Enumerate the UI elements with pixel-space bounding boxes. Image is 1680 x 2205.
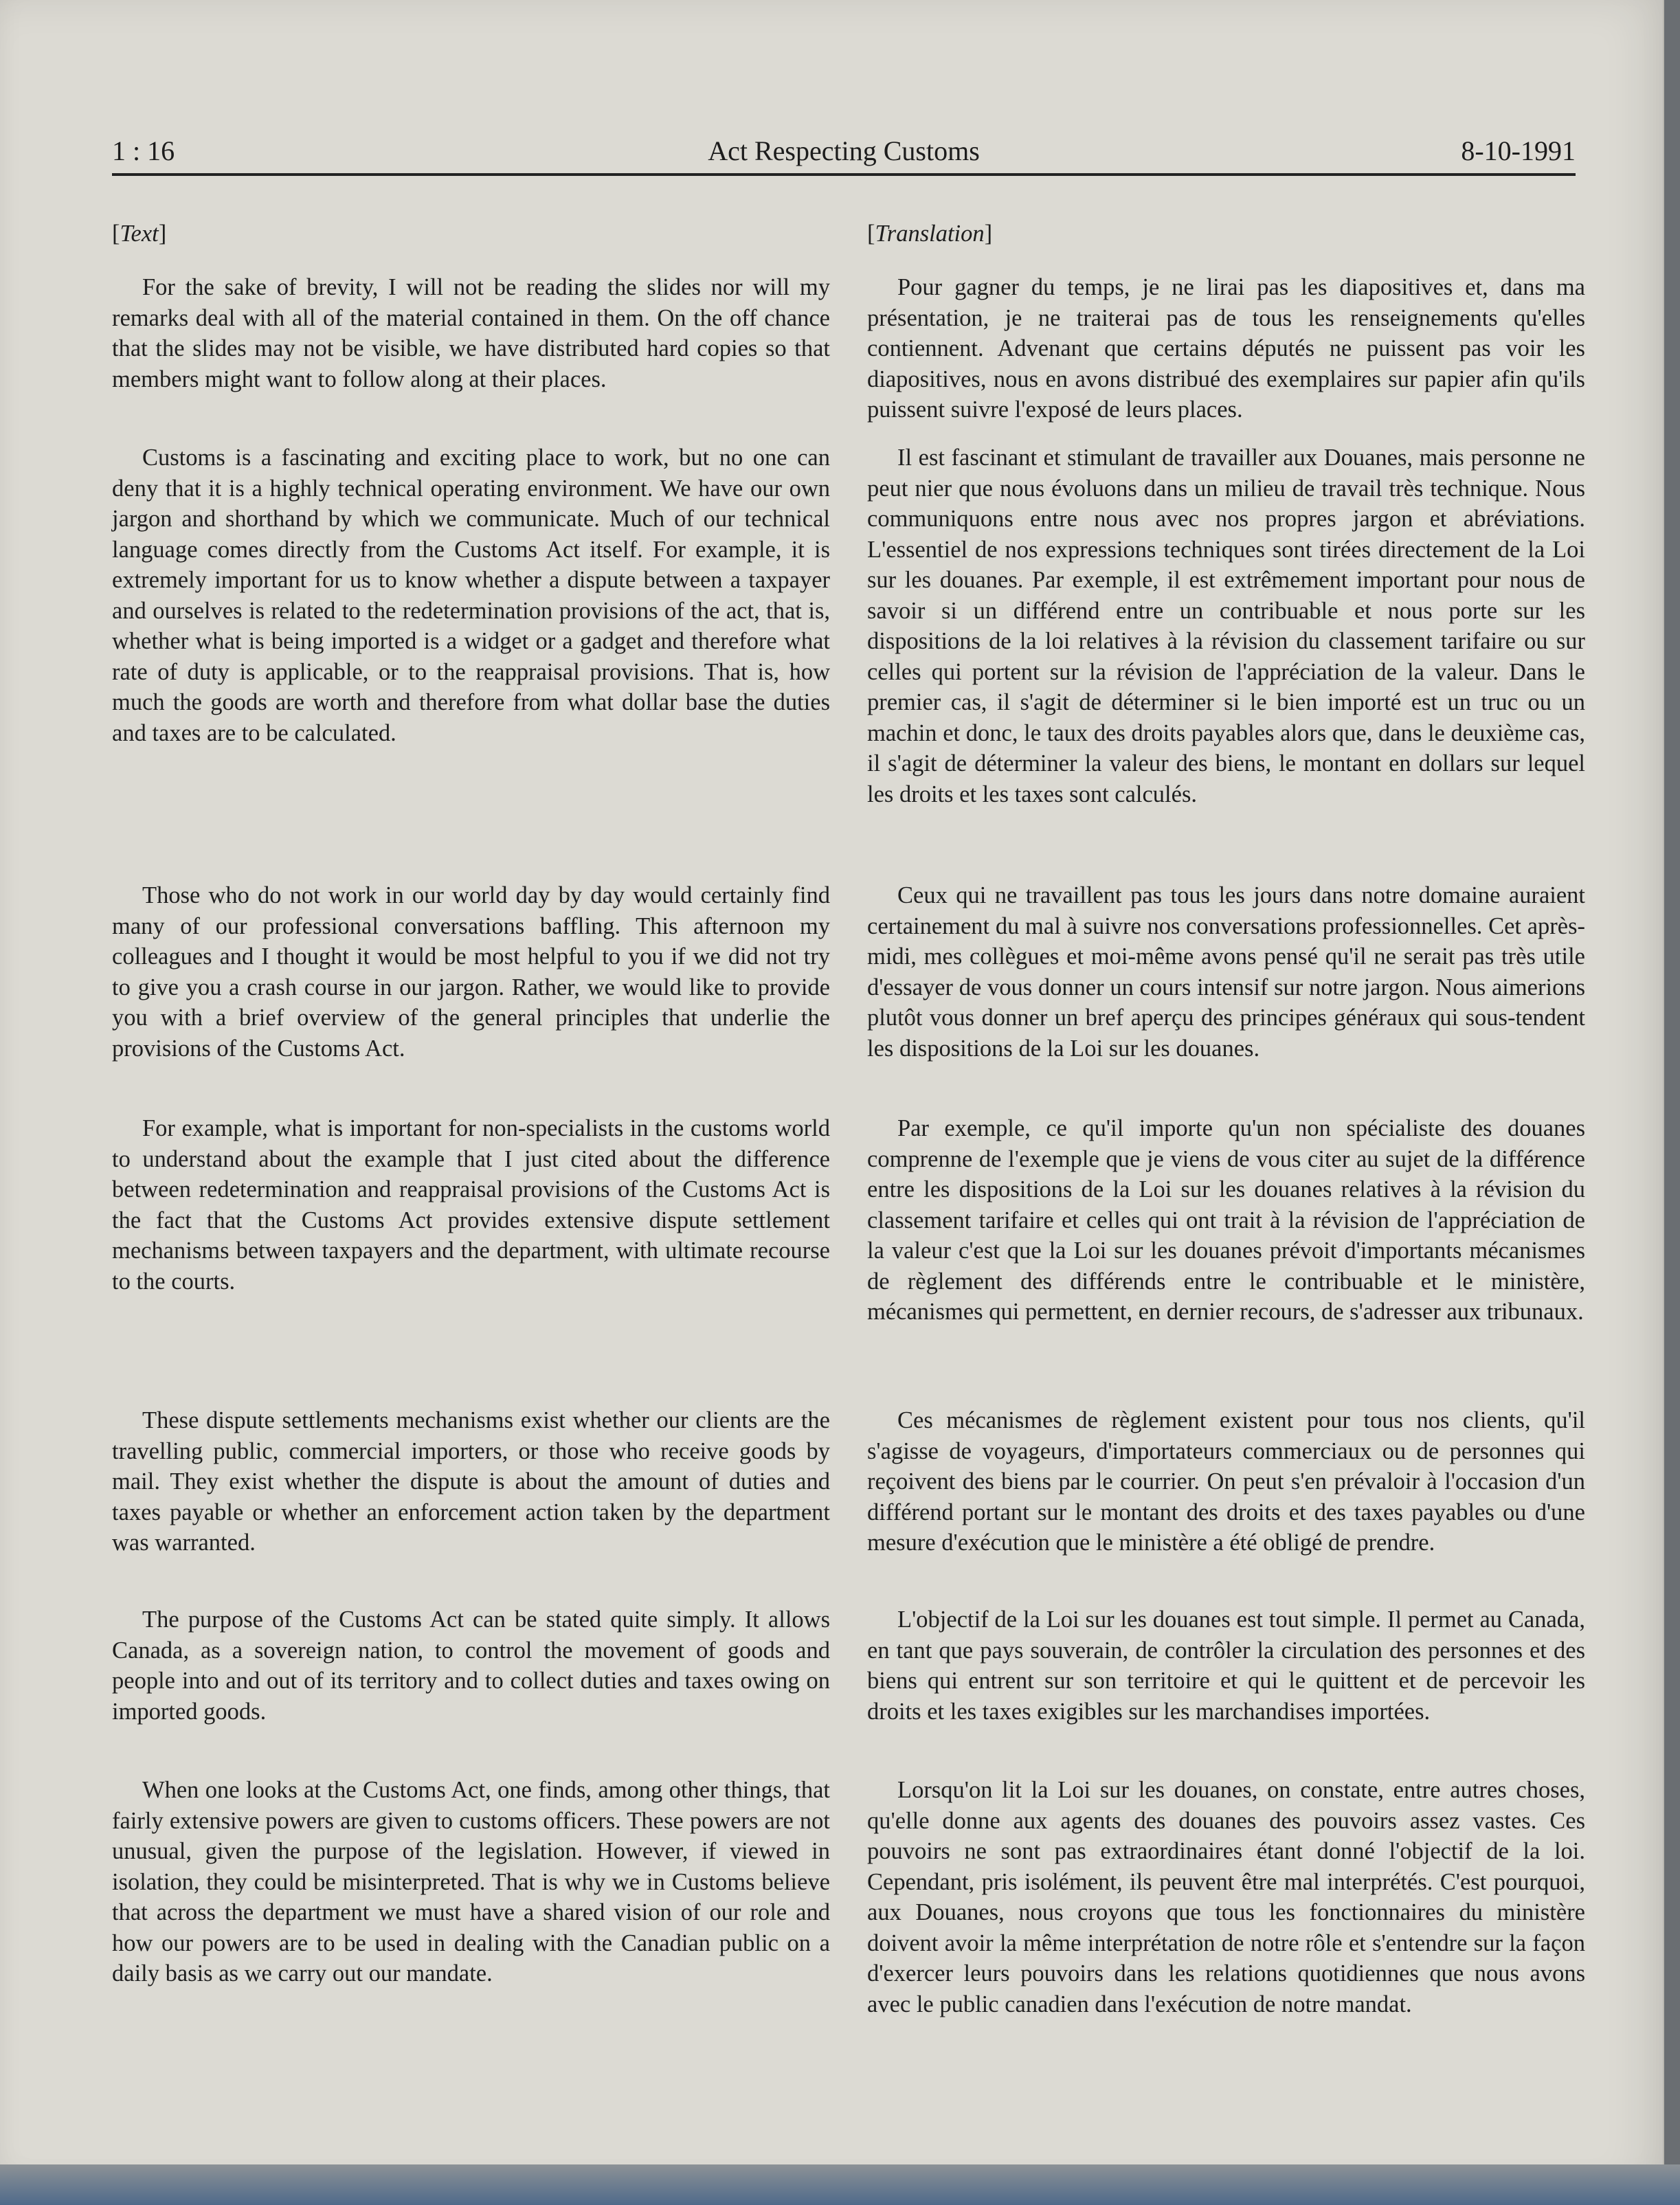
english-column — [112, 219, 830, 1986]
paragraph: L'objectif de la Loi sur les douanes est tout simple. Il permet au Canada, en tant que pays souverain, de contrôler la circulation des personnes et des biens qui entrent sur son territoire et qui le quittent et de percevoir les droits et les taxes exigibles sur les marchandises importées. — [867, 1607, 1585, 1725]
paragraph: For example, what is important for non-specialists in the customs world to understand about the example that I just cited about the difference between redetermination and reappraisal provisions of the Customs Act is the fact that the Customs Act provides extensive dispute settlement mechanisms between taxpayers and the department, with ultimate recourse to the courts. — [112, 1115, 830, 1295]
paragraph: The purpose of the Customs Act can be stated quite simply. It allows Canada, as a sovereign nation, to control the movement of goods and people into and out of its territory and to collect duties and taxes owing on imported goods. — [112, 1607, 830, 1725]
column-label-translation: [Translation] — [867, 221, 993, 247]
paragraph: These dispute settlements mechanisms exist whether our clients are the travelling public, commercial importers, or those who receive goods by mail. They exist whether the dispute is about the amount of duties and taxes payable or whether an enforcement action taken by the department was warranted. — [112, 1407, 830, 1556]
page-number: 1 : 16 — [112, 135, 175, 166]
header-title: Act Respecting Customs — [708, 135, 980, 166]
paragraph: Par exemple, ce qu'il importe qu'un non spécialiste des douanes comprenne de l'exemple que je viens de vous citer au sujet de la différence entre les dispositions de la Loi sur les douanes relatives à la révision du classement tarifaire et celles qui ont trait à la révision de l'appréciation de la valeur c'est que la Loi sur les douanes prévoit d'importants mécanismes de règlement des différends entre le contribuable et le ministère, mécanismes qui permettent, en dernier recours, de s'adresser aux tribunaux. — [867, 1115, 1585, 1325]
header-date: 8-10-1991 — [1461, 135, 1576, 166]
paragraph: Pour gagner du temps, je ne lirai pas les diapositives et, dans ma présentation, je ne traiterai pas de tous les renseignements qu'elles contiennent. Advenant que certains députés ne puissent pas voir les diapositives, nous en avons distribué des exemplaires sur papier afin qu'ils puissent suivre l'exposé de leurs places. — [867, 274, 1585, 423]
scanner-edge — [0, 2164, 1680, 2205]
french-column — [867, 219, 1585, 2017]
paragraph: Lorsqu'on lit la Loi sur les douanes, on constate, entre autres choses, qu'elle donne aux agents des douanes des pouvoirs assez vastes. Ces pouvoirs ne sont pas extraordinaires étant donné l'objectif de la loi. Cependant, pris isolément, ils peuvent être mal interprétés. C'est pourquoi, aux Douanes, nous croyons que tous les fonctionnaires du ministère doivent avoir la même interprétation de notre rôle et s'entendre sur la façon d'exercer leurs pouvoirs dans les relations quotidiennes que nous avons avec le public canadien dans l'exécution de notre mandat. — [867, 1777, 1585, 2017]
column-label-text: [Text] — [112, 221, 167, 247]
paragraph: Ces mécanismes de règlement existent pour tous nos clients, qu'il s'agisse de voyageurs, d'importateurs commerciaux ou de personnes qui reçoivent des biens par le courrier. On peut s'en prévaloir à l'occasion d'un différend portant sur le montant des droits et des taxes payables ou d'une mesure d'exécution que le ministère a été obligé de prendre. — [867, 1407, 1585, 1556]
paragraph: For the sake of brevity, I will not be reading the slides nor will my remarks deal with all of the material contained in them. On the off chance that the slides may not be visible, we have distributed hard copies so that members might want to follow along at their places. — [112, 274, 830, 392]
paragraph: Those who do not work in our world day by day would certainly find many of our professional conversations baffling. This afternoon my colleagues and I thought it would be most helpful to you if we did not try to give you a crash course in our jargon. Rather, we would like to provide you with a brief overview of the general principles that underlie the provisions of the Customs Act. — [112, 882, 830, 1062]
paragraph: Ceux qui ne travaillent pas tous les jours dans notre domaine auraient certainement du mal à suivre nos conversations professionnelles. Cet après-midi, mes collègues et moi-même avons pensé qu'il ne serait pas très utile d'essayer de vous donner un cours intensif sur notre jargon. Nous aimerions plutôt vous donner un bref aperçu des principes généraux qui sous-tendent les dispositions de la Loi sur les douanes. — [867, 882, 1585, 1062]
paragraph: Customs is a fascinating and exciting place to work, but no one can deny that it is a highly technical operating environment. We have our own jargon and shorthand by which we communicate. Much of our technical language comes directly from the Customs Act itself. For example, it is extremely important for us to know whether a dispute between a taxpayer and ourselves is related to the redetermination provisions of the act, that is, whether what is being imported is a widget or a gadget and therefore what rate of duty is applicable, or to the reappraisal provisions. That is, how much the goods are worth and therefore from what dollar base the duties and taxes are to be calculated. — [112, 445, 830, 746]
running-header — [112, 132, 1576, 176]
paragraph: Il est fascinant et stimulant de travailler aux Douanes, mais personne ne peut nier que nous évoluons dans un milieu de travail très technique. Nous communiquons entre nous avec nos propres jargon et abréviations. L'essentiel de nos expressions techniques sont tirées directement de la Loi sur les douanes. Par exemple, il est extrêmement important pour nous de savoir si un différend entre un contribuable et nous porte sur les dispositions de la loi relatives à la révision du classement tarifaire ou sur celles qui portent sur la révision de l'appréciation de la valeur. Dans le premier cas, il s'agit de déterminer si le bien importé est un truc ou un machin et donc, le taux des droits payables alors que, dans le deuxième cas, il s'agit de déterminer la valeur des biens, le montant en dollars sur lequel les droits et les taxes sont calculés. — [867, 445, 1585, 807]
paragraph: When one looks at the Customs Act, one finds, among other things, that fairly extensive powers are given to customs officers. These powers are not unusual, given the purpose of the legislation. However, if viewed in isolation, they could be misinterpreted. That is why we in Customs believe that across the department we must have a shared vision of our role and how our powers are to be used in dealing with the Canadian public on a daily basis as we carry out our mandate. — [112, 1777, 830, 1986]
